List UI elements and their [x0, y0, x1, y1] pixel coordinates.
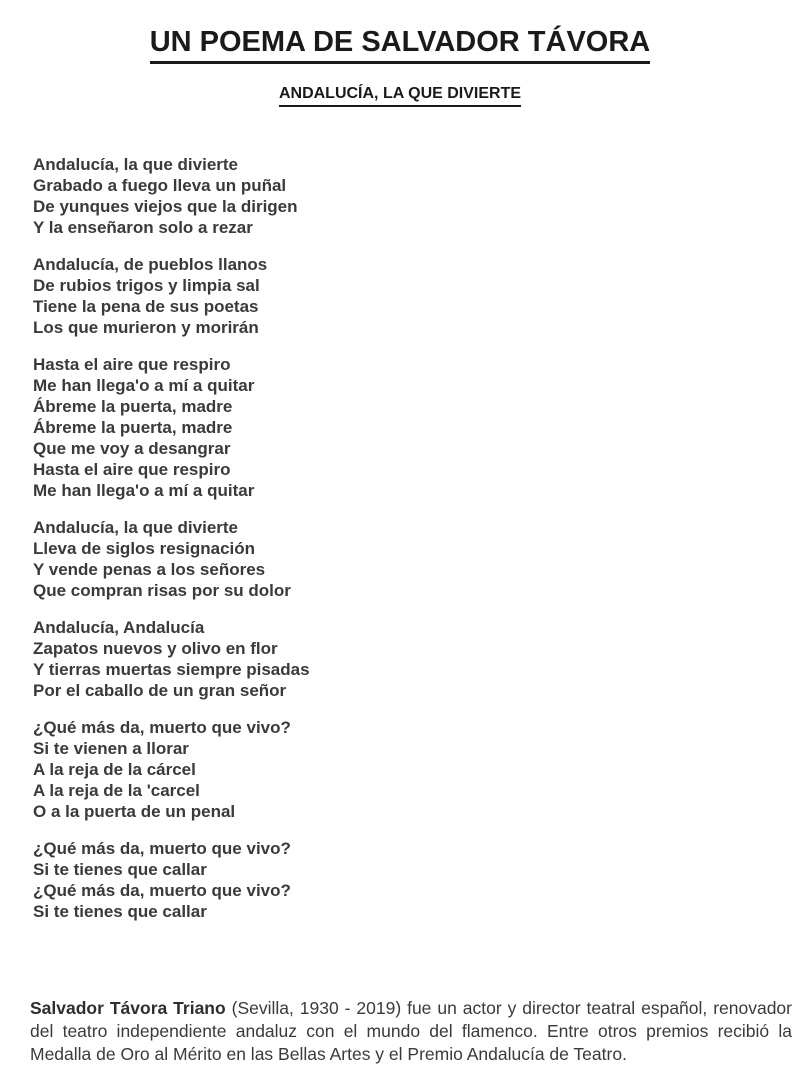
poem-stanza	[33, 154, 310, 238]
poem-line: De rubios trigos y limpia sal	[33, 276, 260, 295]
poem-stanza	[33, 254, 310, 338]
poem-line: Y vende penas a los señores	[33, 560, 266, 579]
poem-line: Andalucía, la que divierte	[33, 518, 239, 537]
poem-line: A la reja de la 'carcel	[33, 781, 200, 800]
poem-line: De yunques viejos que la dirigen	[33, 197, 298, 216]
poem-line: Andalucía, Andalucía	[33, 618, 205, 637]
poem-line: Me han llega'o a mí a quitar	[33, 376, 255, 395]
poem-subtitle	[0, 85, 800, 107]
poem-line: Si te tienes que callar	[33, 860, 207, 879]
poem-line: Grabado a fuego lleva un puñal	[33, 176, 287, 195]
poem-line: ¿Qué más da, muerto que vivo?	[33, 718, 291, 737]
poem-stanza	[33, 838, 310, 922]
poem-line: Andalucía, la que divierte	[33, 155, 239, 174]
poem-line: ¿Qué más da, muerto que vivo?	[33, 839, 291, 858]
poem-line: ¿Qué más da, muerto que vivo?	[33, 881, 291, 900]
poem-subtitle-text: ANDALUCÍA, LA QUE DIVIERTE	[279, 85, 521, 107]
poem-line: A la reja de la cárcel	[33, 760, 196, 779]
poem-stanza	[33, 717, 310, 822]
poem-line: Lleva de siglos resignación	[33, 539, 256, 558]
poem-line: Andalucía, de pueblos llanos	[33, 255, 268, 274]
poem-line: Si te tienes que callar	[33, 902, 207, 921]
page-title-text: UN POEMA DE SALVADOR TÁVORA	[150, 27, 651, 64]
poem-line: Si te vienen a llorar	[33, 739, 189, 758]
poem-line: Por el caballo de un gran señor	[33, 681, 287, 700]
poem-line: Y la enseñaron solo a rezar	[33, 218, 253, 237]
poem-line: Hasta el aire que respiro	[33, 355, 231, 374]
poem-line: Hasta el aire que respiro	[33, 460, 231, 479]
page-title	[0, 26, 800, 64]
poem-line: Los que murieron y morirán	[33, 318, 259, 337]
poem-line: Me han llega'o a mí a quitar	[33, 481, 255, 500]
poem-line: Que compran risas por su dolor	[33, 581, 291, 600]
poem-stanza	[33, 617, 310, 701]
poem-line: Ábreme la puerta, madre	[33, 397, 233, 416]
poem-stanza	[33, 354, 310, 501]
poem-line: Y tierras muertas siempre pisadas	[33, 660, 310, 679]
poem-line: Que me voy a desangrar	[33, 439, 231, 458]
author-bio	[30, 997, 792, 1066]
author-name: Salvador Távora Triano	[30, 998, 226, 1018]
poem-line: Zapatos nuevos y olivo en flor	[33, 639, 278, 658]
poem-stanza	[33, 517, 310, 601]
author-bio-text: (Sevilla, 1930 - 2019) fue un actor y director teatral español, renovador del teatro independiente andaluz con el mundo del flamenco. Entre otros premios recibió la Medalla de Oro al Mérito en las Bellas Artes y el Premio Andalucía de Teatro.	[30, 998, 792, 1064]
poem-line: Tiene la pena de sus poetas	[33, 297, 259, 316]
poem-line: Ábreme la puerta, madre	[33, 418, 233, 437]
poem-body	[33, 154, 310, 938]
poem-line: O a la puerta de un penal	[33, 802, 236, 821]
